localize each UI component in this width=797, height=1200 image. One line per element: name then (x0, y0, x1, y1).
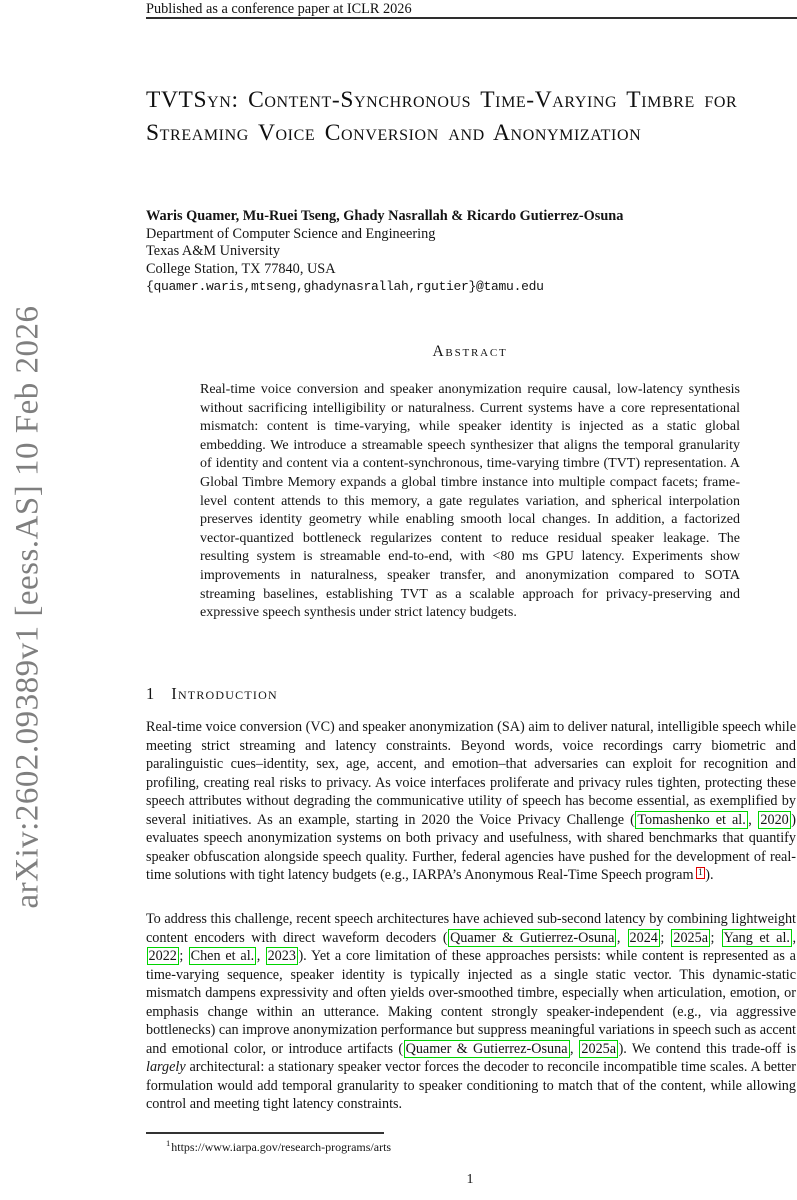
author-department: Department of Computer Science and Engineering (146, 225, 436, 242)
footnote (146, 1138, 796, 1155)
citation-link[interactable]: 2025a (581, 1040, 617, 1057)
footnote-ref-link[interactable]: 1 (696, 867, 706, 879)
footnote-marker: 1 (166, 1138, 171, 1148)
section-heading-introduction (146, 684, 278, 704)
citation-link[interactable]: Quamer & Gutierrez-Osuna (450, 929, 615, 946)
citation-link[interactable]: 2024 (629, 929, 658, 946)
author-names: Waris Quamer, Mu-Ruei Tseng, Ghady Nasrallah & Ricardo Gutierrez-Osuna (146, 208, 624, 224)
citation-link[interactable]: 2025a (673, 929, 709, 946)
running-header: Published as a conference paper at ICLR 2026 (146, 1, 412, 17)
citation-link[interactable]: 2020 (760, 811, 789, 828)
citation-link[interactable]: Tomashenko et al. (637, 811, 746, 828)
intro-paragraph-1: Real-time voice conversion (VC) and speaker anonymization (SA) aim to deliver natural, intelligible speech while meeting strict streaming and latency constraints. Beyond words, voice recordings carry biometric and paralinguistic cues–identity, sex, age, accent, and emotion–that adversaries can exploit for recognition and profiling, creating real risks to privacy. As voice interfaces proliferate and privacy rules tighten, protecting these speech attributes without degrading the communicative utility of speech has become essential, as exemplified by several initiatives. As an example, starting in 2020 the Voice Privacy Challenge ( Tomashenko et al. , 2020 ) evaluates speech anonymization systems on both privacy and usefulness, with shared benchmarks that quantify speaker obfuscation alongside speech quality. Further, federal agencies have pushed for the development of real-time solutions with tight latency budgets (e.g., IARPA’s Anonymous Real-Time Speech program $^1$ ). (146, 719, 796, 884)
paper-title: TVTSyn: Content-Synchronous Time-Varying Timbre for Streaming Voice Conversion and Anonymization (146, 87, 738, 146)
footnote-rule (146, 1132, 384, 1134)
author-university: Texas A&M University (146, 243, 281, 260)
author-block (146, 208, 796, 296)
footnote-url[interactable]: https://www.iarpa.gov/research-programs/arts (171, 1140, 392, 1154)
author-emails: {quamer.waris,mtseng,ghadynasrallah,rgutier}@tamu.edu (146, 279, 544, 295)
header-rule (146, 17, 797, 19)
abstract-heading: Abstract (432, 343, 508, 360)
abstract-text: Real-time voice conversion and speaker anonymization require causal, low-latency synthesis without sacrificing intelligibility or naturalness. Current systems have a core representational mismatch: content is time-varying, while speaker identity is injected as a static global embedding. We introduce a streamable speech synthesizer that aligns the temporal granularity of identity and content via a content-synchronous, time-varying timbre (TVT) representation. A Global Timbre Memory expands a global timbre instance into multiple compact facets; frame-level content attends to this memory, a gate regulates variation, and spherical interpolation preserves identity geometry while enabling smooth local changes. In addition, a factorized vector-quantized bottleneck regularizes content to reduce residual speaker leakage. The resulting system is streamable end-to-end, with <80 ms GPU latency. Experiments show improvements in naturalness, speaker transfer, and anonymization compared to SOTA streaming baselines, establishing TVT as a scalable approach for privacy-preserving and expressive speech synthesis under strict latency budgets. (200, 382, 740, 621)
citation-link[interactable]: Chen et al. (190, 948, 255, 965)
arxiv-watermark: arXiv:2602.09389v1 [eess.AS] 10 Feb 2026 (9, 305, 46, 909)
section-title: Introduction (171, 684, 278, 703)
citation-link[interactable]: Quamer & Gutierrez-Osuna (405, 1040, 568, 1057)
emphasized-text: largely (146, 1059, 186, 1076)
intro-paragraph-2: To address this challenge, recent speech architectures have achieved sub-second latency by combining lightweight content encoders with direct waveform decoders ( Quamer & Gutierrez-Osuna , 2024 ; 2025a ; Yang et al. , 2022 ; Chen et al. , 2023 ). Yet a core limitation of these approaches persists: while content is represented as a time-varying sequence, speaker identity is typically injected as a single static vector. This dynamic-static mismatch dampens expressivity and often yields over-smoothed timbre, especially when articulation, emotion, or emphasis change within an utterance. Making content strongly speaker-independent (e.g., via aggressive bottlenecks) can improve anonymization performance but suppress meaningful variations in speech such as accent and emotional color, or introduce artifacts ( Quamer & Gutierrez-Osuna , 2025a ). We contend this trade-off is largely architectural: a stationary speaker vector forces the decoder to reconcile incompatible time scales. A better formulation would add temporal granularity to speaker conditioning to match that of the content, while allowing control and meeting tight latency constraints. (146, 911, 796, 1113)
citation-link[interactable]: Yang et al. (723, 929, 790, 946)
section-number: 1 (146, 684, 155, 703)
citation-link[interactable]: 2022 (148, 948, 177, 965)
author-address: College Station, TX 77840, USA (146, 260, 336, 277)
citation-link[interactable]: 2023 (267, 948, 296, 965)
page-number: 1 (466, 1172, 474, 1187)
